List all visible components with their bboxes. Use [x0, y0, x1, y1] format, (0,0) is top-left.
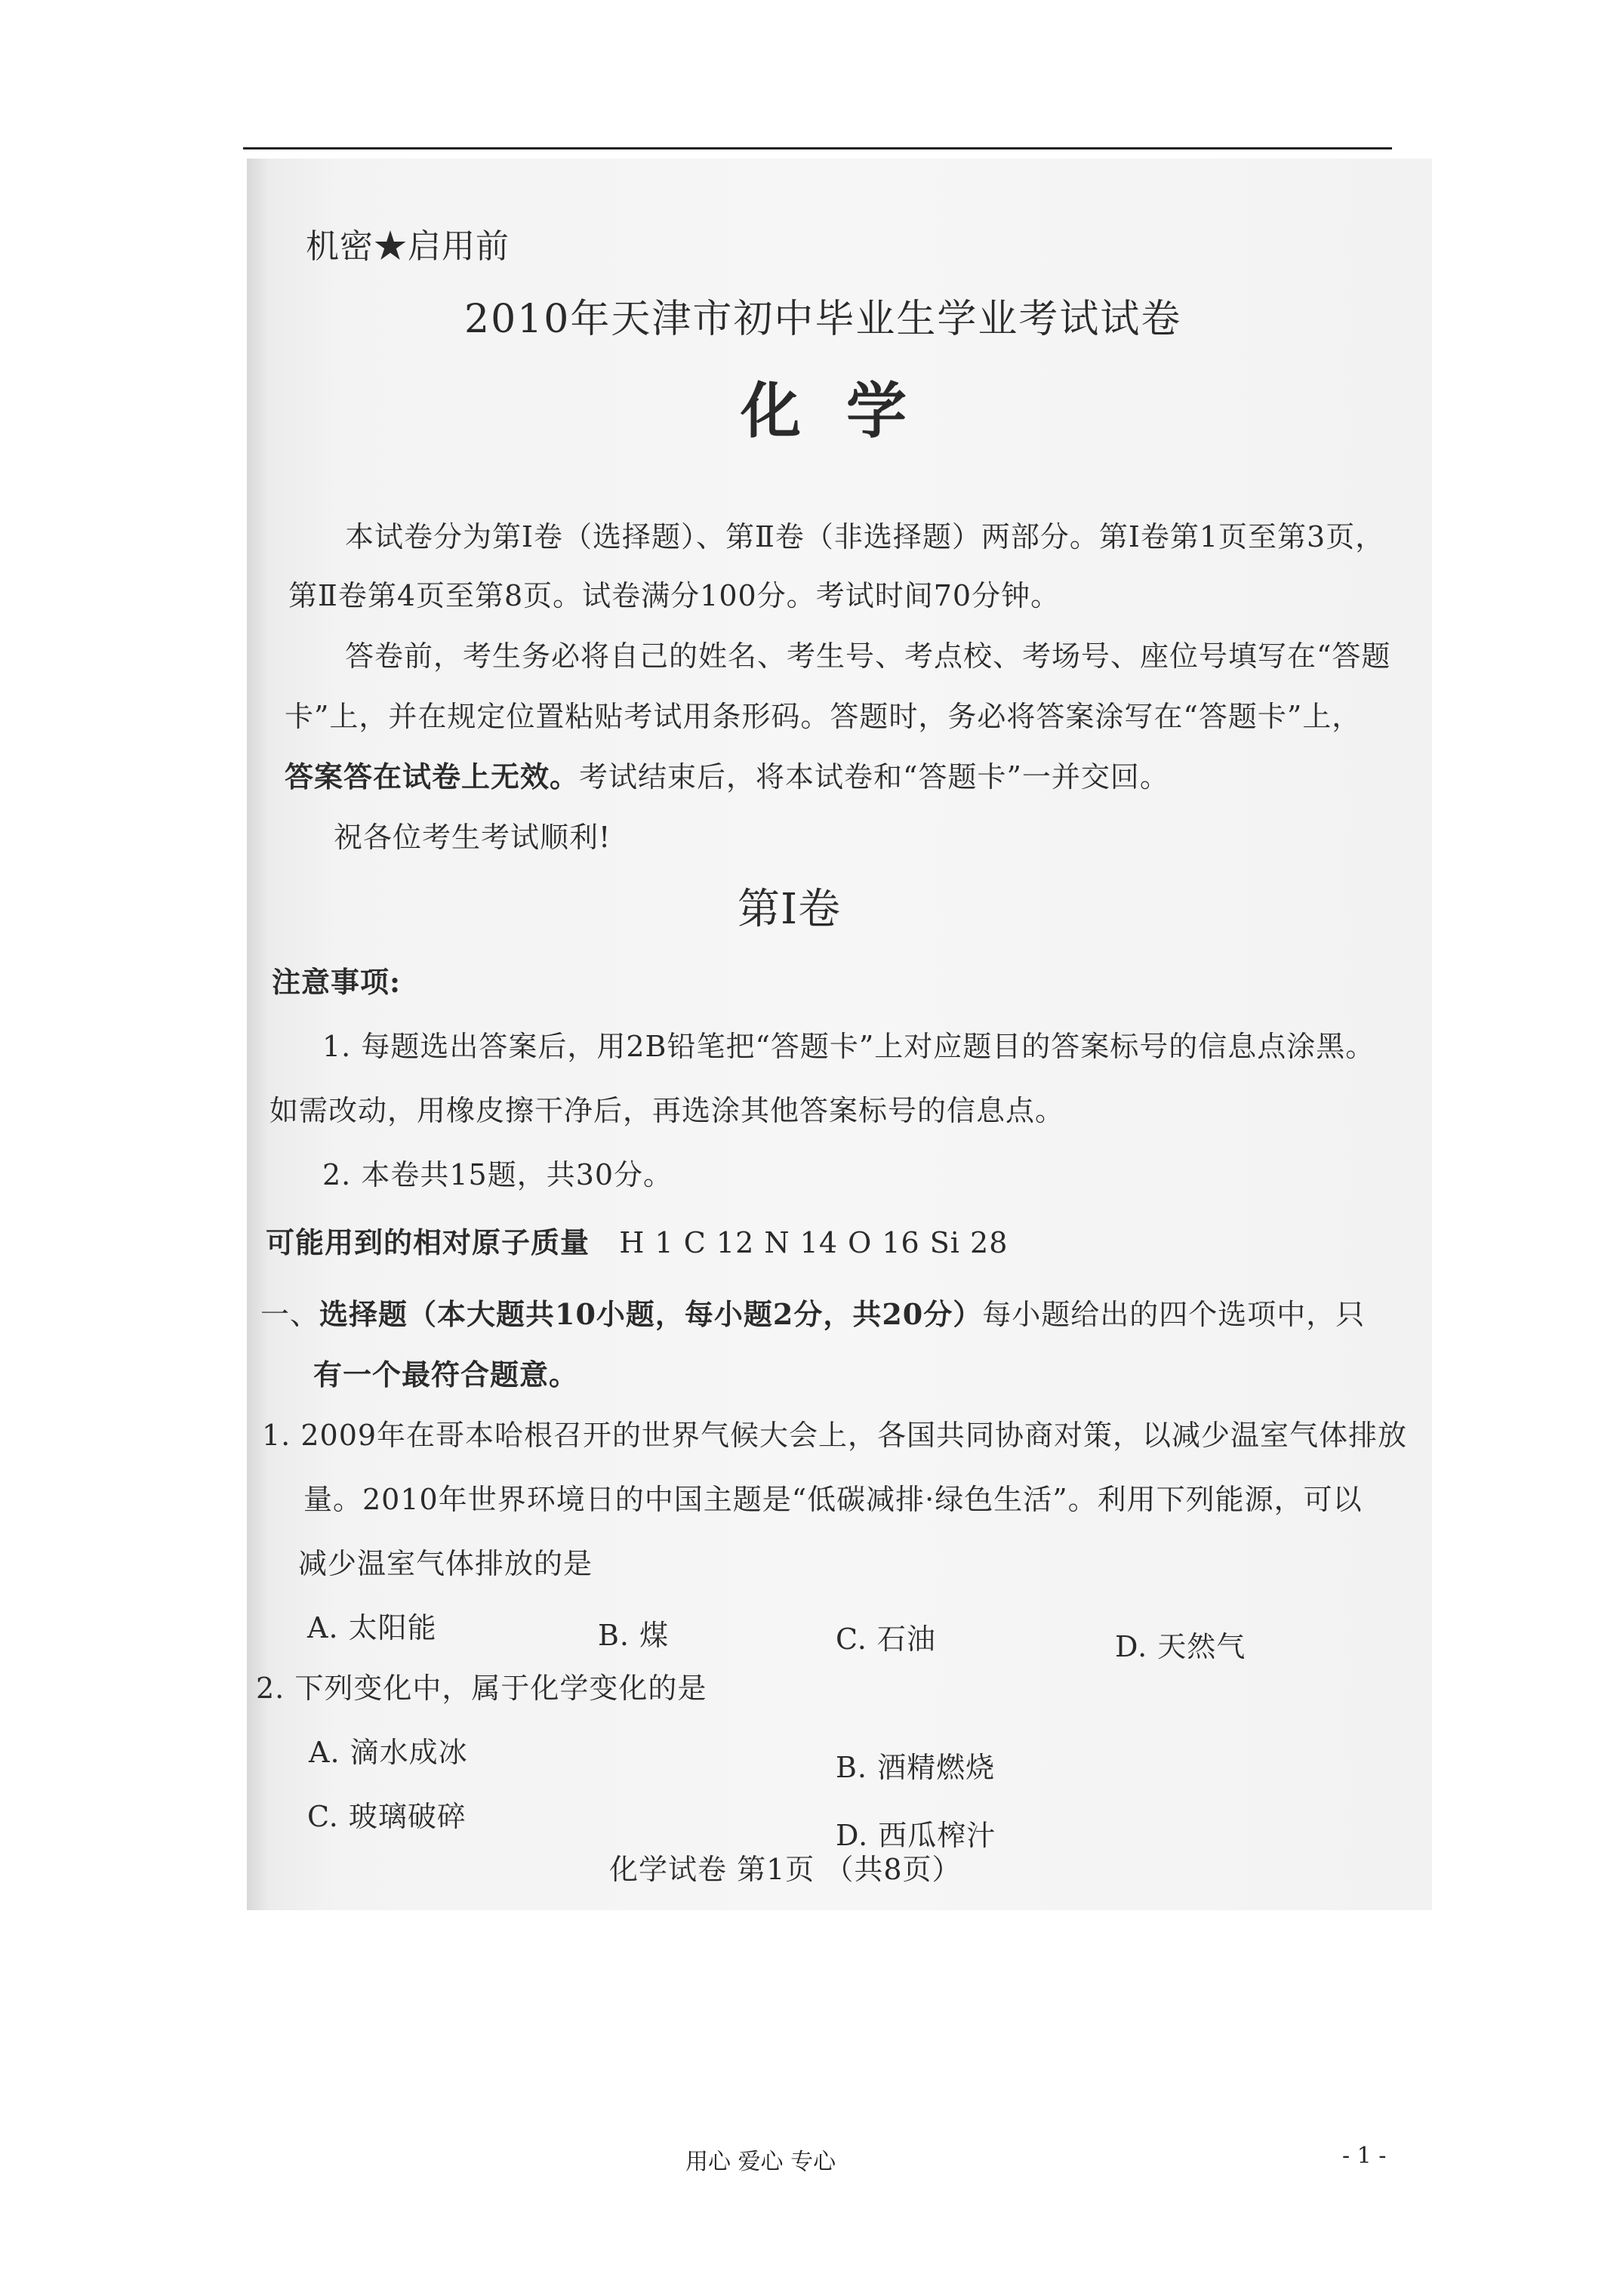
scan-page-footer: 化学试卷 第1页 （共8页）: [609, 1853, 962, 1886]
instructions-warning: 答案答在试卷上无效。: [285, 760, 580, 794]
section-1-heading-bold: 选择题（本大题共10小题，每小题2分，共20分）: [319, 1297, 983, 1331]
question-2-option-b: B. 酒精燃烧: [836, 1751, 996, 1784]
section-1-heading: [260, 1291, 1365, 1333]
scanned-exam-page: [247, 159, 1432, 1910]
notes-heading: 注意事项:: [272, 965, 402, 999]
section-1-heading-rest: 每小题给出的四个选项中，只: [982, 1298, 1366, 1331]
page-number: - 1 -: [1342, 2143, 1387, 2169]
instructions-line-5-rest: 考试结束后，将本试卷和“答题卡”一并交回。: [579, 760, 1169, 794]
instructions-line-4: 卡”上，并在规定位置粘贴考试用条形码。答题时，务必将答案涂写在“答题卡”上，: [285, 700, 1362, 733]
header-rule: [243, 147, 1392, 149]
instructions-line-5: [285, 754, 1169, 795]
good-luck-line: 祝各位考生考试顺利!: [334, 821, 611, 854]
atomic-masses-line: [266, 1219, 1008, 1261]
footer-motto: 用心 爱心 专心: [685, 2149, 836, 2175]
volume-title: 第Ⅰ卷: [738, 885, 842, 934]
question-2-option-c: C. 玻璃破碎: [307, 1800, 467, 1833]
section-1-prefix: 一、: [260, 1298, 320, 1331]
question-1-option-b: B. 煤: [598, 1619, 670, 1652]
confidential-label: 机密★启用前: [306, 227, 510, 266]
atomic-masses-values: H 1 C 12 N 14 O 16 Si 28: [619, 1226, 1009, 1259]
notes-item-2: 2. 本卷共15题，共30分。: [322, 1158, 673, 1191]
notes-item-1: 1. 每题选出答案后，用2B铅笔把“答题卡”上对应题目的答案标号的信息点涂黑。: [322, 1030, 1375, 1063]
instructions-line-1: 本试卷分为第Ⅰ卷（选择题）、第Ⅱ卷（非选择题）两部分。第Ⅰ卷第1页至第3页，: [345, 520, 1385, 553]
page-footer: [0, 2143, 1623, 2180]
question-2-stem: 2. 下列变化中，属于化学变化的是: [256, 1672, 707, 1705]
question-1-option-a: A. 太阳能: [307, 1611, 437, 1644]
subject-title: 化学: [741, 375, 952, 446]
instructions-line-2: 第Ⅱ卷第4页至第8页。试卷满分100分。考试时间70分钟。: [288, 579, 1061, 612]
exam-title: 2010年天津市初中毕业生学业考试试卷: [464, 297, 1182, 342]
question-2-option-d: D. 西瓜榨汁: [836, 1819, 996, 1852]
atomic-masses-label: 可能用到的相对原子质量: [266, 1225, 590, 1259]
section-1-heading-line-2: 有一个最符合题意。: [313, 1358, 579, 1391]
question-1-line-2: 量。2010年世界环境日的中国主题是“低碳减排·绿色生活”。利用下列能源，可以: [303, 1483, 1363, 1516]
notes-item-1-continued: 如需改动，用橡皮擦干净后，再选涂其他答案标号的信息点。: [269, 1094, 1065, 1127]
instructions-line-3: 答卷前，考生务必将自己的姓名、考生号、考点校、考场号、座位号填写在“答题: [345, 639, 1391, 673]
question-1-option-c: C. 石油: [836, 1623, 936, 1656]
question-1-line-3: 减少温室气体排放的是: [298, 1547, 593, 1580]
question-2-option-a: A. 滴水成冰: [309, 1736, 468, 1769]
question-1-line-1: 1. 2009年在哥本哈根召开的世界气候大会上，各国共同协商对策，以减少温室气体排放: [262, 1419, 1408, 1452]
question-1-option-d: D. 天然气: [1115, 1630, 1246, 1663]
